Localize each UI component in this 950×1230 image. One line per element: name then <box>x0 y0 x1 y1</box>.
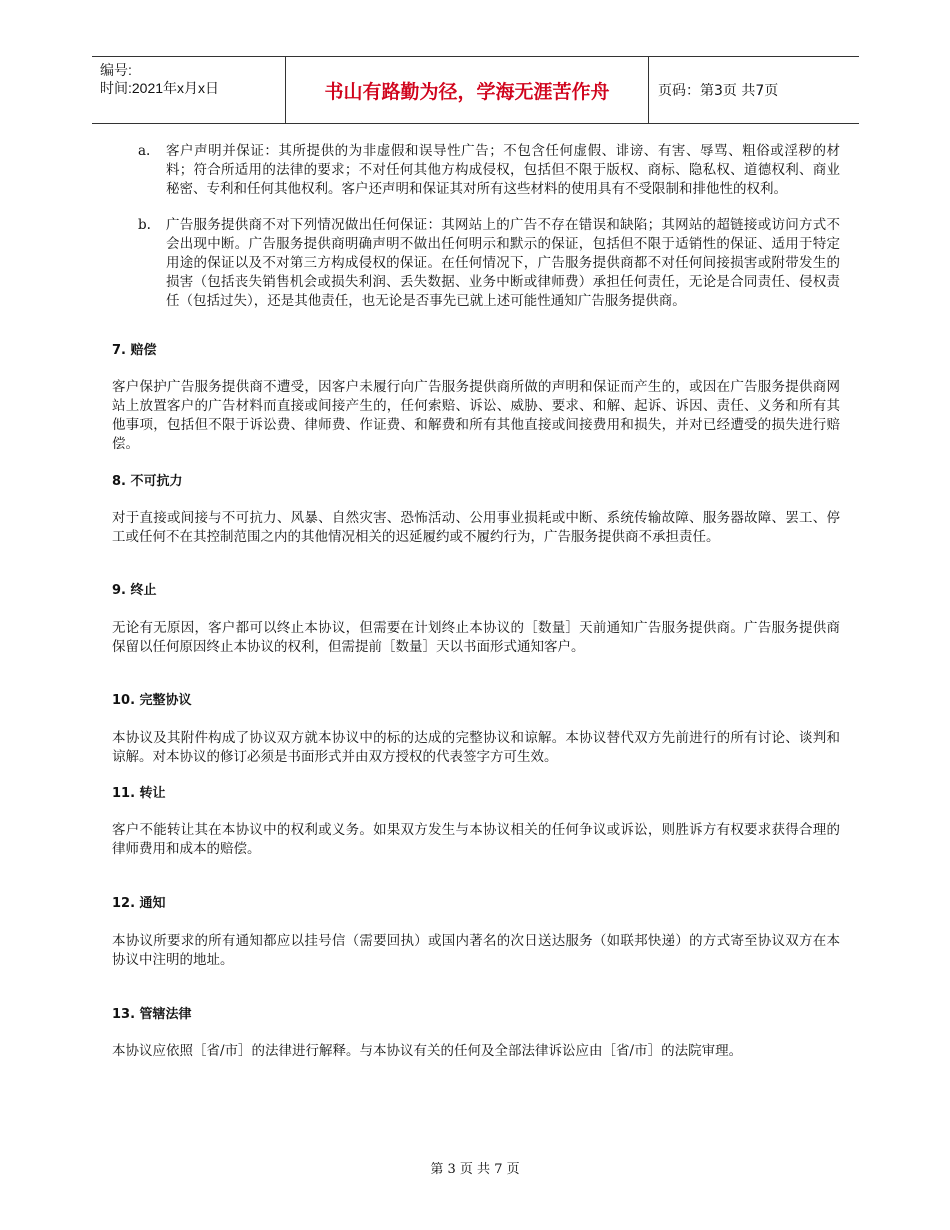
section-title-9: 9. 终止 <box>112 583 157 598</box>
section-title-11: 11. 转让 <box>112 786 166 801</box>
list-marker: b. <box>138 217 151 233</box>
section-title-7: 7. 赔偿 <box>112 343 157 358</box>
list-item-text: 客户声明并保证：其所提供的为非虚假和误导性广告；不包含任何虚假、诽谤、有害、辱骂、粗俗或淫秽的材料；符合所适用的法律的要求；不对任何其他方构成侵权，包括但不限于版权、商标、隐私权、道德权利、商业秘密、专利和任何其他权利。客户还声明和保证其对所有这些材料的使用具有不受限制和排他性的权利。 <box>166 143 840 197</box>
list-item-a <box>112 142 840 199</box>
section-title-12: 12. 通知 <box>112 896 166 911</box>
section-body-9: 无论有无原因，客户都可以终止本协议，但需要在计划终止本协议的［数量］天前通知广告服务提供商。广告服务提供商保留以任何原因终止本协议的权利，但需提前［数量］天以书面形式通知客户。 <box>112 620 840 655</box>
header-page-label: 页码：第3页 共7页 <box>658 83 779 99</box>
section-body-11: 客户不能转让其在本协议中的权利或义务。如果双方发生与本协议相关的任何争议或诉讼，则胜诉方有权要求获得合理的律师费用和成本的赔偿。 <box>112 822 840 857</box>
section-body-10: 本协议及其附件构成了协议双方就本协议中的标的达成的完整协议和谅解。本协议替代双方先前进行的所有讨论、谈判和谅解。对本协议的修订必须是书面形式并由双方授权的代表签字方可生效。 <box>112 730 840 765</box>
section-title-13: 13. 管辖法律 <box>112 1007 192 1022</box>
section-body-12: 本协议所要求的所有通知都应以挂号信（需要回执）或国内著名的次日送达服务（如联邦快递）的方式寄至协议双方在本协议中注明的地址。 <box>112 933 840 968</box>
header-meta <box>92 57 285 123</box>
page-header <box>92 56 859 124</box>
section-body-7: 客户保护广告服务提供商不遭受，因客户未履行向广告服务提供商所做的声明和保证而产生的，或因在广告服务提供商网站上放置客户的广告材料而直接或间接产生的，任何索赔、诉讼、威胁、要求、和解、起诉、诉因、责任、义务和所有其他事项，包括但不限于诉讼费、律师费、作证费、和解费和所有其他直接或间接费用和损失，并对已经遭受的损失进行赔偿。 <box>112 379 840 452</box>
document-body <box>114 142 840 1061</box>
section-body-8: 对于直接或间接与不可抗力、风暴、自然灾害、恐怖活动、公用事业损耗或中断、系统传输故障、服务器故障、罢工、停工或任何不在其控制范围之内的其他情况相关的迟延履约或不履约行为，广告服务提供商不承担责任。 <box>112 510 840 545</box>
time-label: 时间:2021年x月x日 <box>100 80 220 96</box>
page-footer: 第 3 页 共 7 页 <box>430 1162 520 1177</box>
number-label: 编号: <box>100 62 132 78</box>
section-body-13: 本协议应依照［省/市］的法律进行解释。与本协议有关的任何及全部法律诉讼应由［省/市］的法院审理。 <box>112 1043 743 1059</box>
list-marker: a. <box>138 143 151 159</box>
section-title-8: 8. 不可抗力 <box>112 474 183 489</box>
section-title-10: 10. 完整协议 <box>112 693 192 708</box>
list-item-b <box>112 216 840 311</box>
header-motto: 书山有路勤为径，学海无涯苦作舟 <box>285 57 649 123</box>
list-item-text: 广告服务提供商不对下列情况做出任何保证：其网站上的广告不存在错误和缺陷；其网站的超链接或访问方式不会出现中断。广告服务提供商明确声明不做出任何明示和默示的保证，包括但不限于适销性的保证、适用于特定用途的保证以及不对第三方构成侵权的保证。在任何情况下，广告服务提供商都不对任何间接损害或附带发生的损害（包括丧失销售机会或损失利润、丢失数据、业务中断或律师费）承担任何责任，无论是合同责任、侵权责任（包括过失），还是其他责任，也无论是否事先已就上述可能性通知广告服务提供商。 <box>166 217 840 309</box>
